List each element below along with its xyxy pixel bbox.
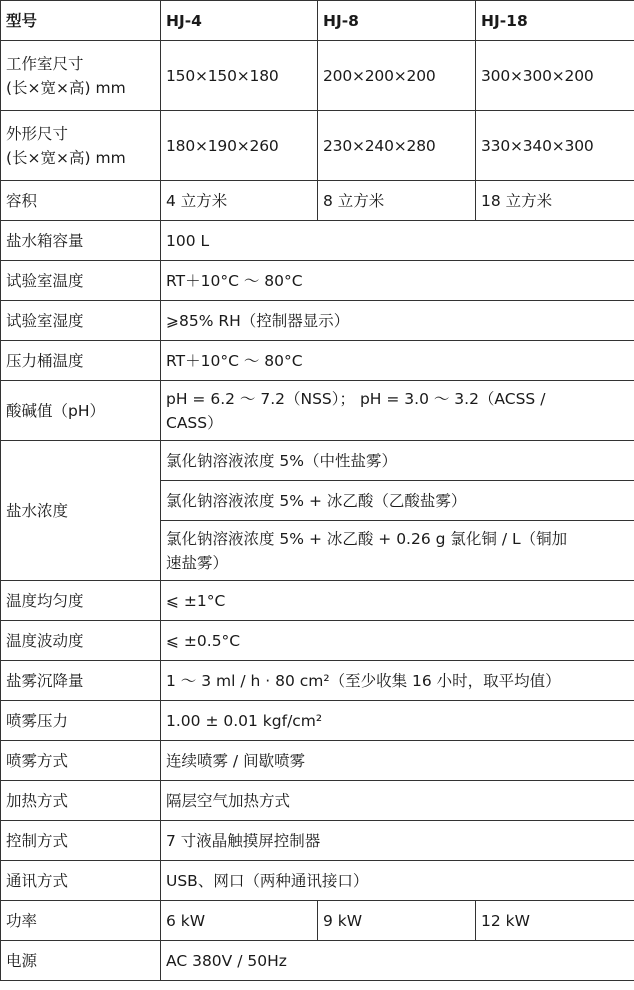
cell-value: 7 寸液晶触摸屏控制器: [161, 821, 634, 861]
row-label: 温度波动度: [1, 621, 161, 661]
cell-value: 1 ～ 3 ml / h · 80 cm²（至少收集 16 小时，取平均值）: [161, 661, 634, 701]
cell-value: ⩾85% RH（控制器显示）: [161, 301, 634, 341]
row-test-humidity: [1, 301, 634, 341]
row-label: 试验室温度: [1, 261, 161, 301]
cell-value: 330×340×300: [476, 111, 634, 181]
cell-value: ⩽ ±1°C: [161, 581, 634, 621]
cell-value: USB、网口（两种通讯接口）: [161, 861, 634, 901]
row-label: 功率: [1, 901, 161, 941]
row-label: 喷雾方式: [1, 741, 161, 781]
row-volume: [1, 181, 634, 221]
cell-value: 300×300×200: [476, 41, 634, 111]
label-line: (长×宽×高) mm: [6, 78, 126, 97]
cell-value: 6 kW: [161, 901, 318, 941]
row-test-temp: [1, 261, 634, 301]
cell-value: 9 kW: [318, 901, 476, 941]
row-temp-uniformity: [1, 581, 634, 621]
cell-value: [161, 381, 634, 441]
header-model-hj4: HJ-4: [161, 1, 318, 41]
cell-value: 8 立方米: [318, 181, 476, 221]
value-line: CASS）: [166, 413, 223, 432]
cell-value: [161, 521, 634, 581]
row-ph: [1, 381, 634, 441]
label-line: (长×宽×高) mm: [6, 148, 126, 167]
row-spray-pressure: [1, 701, 634, 741]
cell-value: RT＋10°C ～ 80°C: [161, 341, 634, 381]
table-header-row: [1, 1, 634, 41]
row-comm-mode: [1, 861, 634, 901]
row-label: 通讯方式: [1, 861, 161, 901]
row-label: [1, 111, 161, 181]
value-line: 速盐雾）: [166, 553, 229, 572]
value-line: pH = 6.2 ～ 7.2（NSS）； pH = 3.0 ～ 3.2（ACSS /: [166, 389, 546, 408]
row-label: 压力桶温度: [1, 341, 161, 381]
value-line: 氯化钠溶液浓度 5% + 冰乙酸 + 0.26 g 氯化铜 / L（铜加: [166, 529, 568, 548]
cell-value: 氯化钠溶液浓度 5%（中性盐雾）: [161, 441, 634, 481]
cell-value: 230×240×280: [318, 111, 476, 181]
row-spray-mode: [1, 741, 634, 781]
cell-value: 150×150×180: [161, 41, 318, 111]
row-outer-size: [1, 111, 634, 181]
row-label: 喷雾压力: [1, 701, 161, 741]
header-model-hj8: HJ-8: [318, 1, 476, 41]
row-brine-tank: [1, 221, 634, 261]
cell-value: 氯化钠溶液浓度 5% + 冰乙酸（乙酸盐雾）: [161, 481, 634, 521]
cell-value: 180×190×260: [161, 111, 318, 181]
row-label: 盐雾沉降量: [1, 661, 161, 701]
cell-value: AC 380V / 50Hz: [161, 941, 634, 981]
cell-value: 18 立方米: [476, 181, 634, 221]
cell-value: 12 kW: [476, 901, 634, 941]
label-line: 工作室尺寸: [6, 54, 84, 73]
row-barrel-temp: [1, 341, 634, 381]
row-label: 盐水浓度: [1, 441, 161, 581]
row-power: [1, 901, 634, 941]
cell-value: 200×200×200: [318, 41, 476, 111]
cell-value: 隔层空气加热方式: [161, 781, 634, 821]
cell-value: 1.00 ± 0.01 kgf/cm²: [161, 701, 634, 741]
row-control-mode: [1, 821, 634, 861]
cell-value: ⩽ ±0.5°C: [161, 621, 634, 661]
row-label: 控制方式: [1, 821, 161, 861]
cell-value: RT＋10°C ～ 80°C: [161, 261, 634, 301]
row-label: [1, 41, 161, 111]
row-salt-concentration: [1, 441, 634, 481]
header-label: 型号: [1, 1, 161, 41]
cell-value: 连续喷雾 / 间歇喷雾: [161, 741, 634, 781]
row-heating-mode: [1, 781, 634, 821]
header-model-hj18: HJ-18: [476, 1, 634, 41]
row-label: 温度均匀度: [1, 581, 161, 621]
row-supply: [1, 941, 634, 981]
row-label: 盐水箱容量: [1, 221, 161, 261]
label-line: 外形尺寸: [6, 124, 69, 143]
cell-value: 4 立方米: [161, 181, 318, 221]
row-label: 酸碱值（pH）: [1, 381, 161, 441]
row-label: 电源: [1, 941, 161, 981]
row-label: 加热方式: [1, 781, 161, 821]
row-label: 容积: [1, 181, 161, 221]
row-fog-settling: [1, 661, 634, 701]
row-label: 试验室湿度: [1, 301, 161, 341]
row-temp-fluctuation: [1, 621, 634, 661]
row-chamber-size: [1, 41, 634, 111]
cell-value: 100 L: [161, 221, 634, 261]
